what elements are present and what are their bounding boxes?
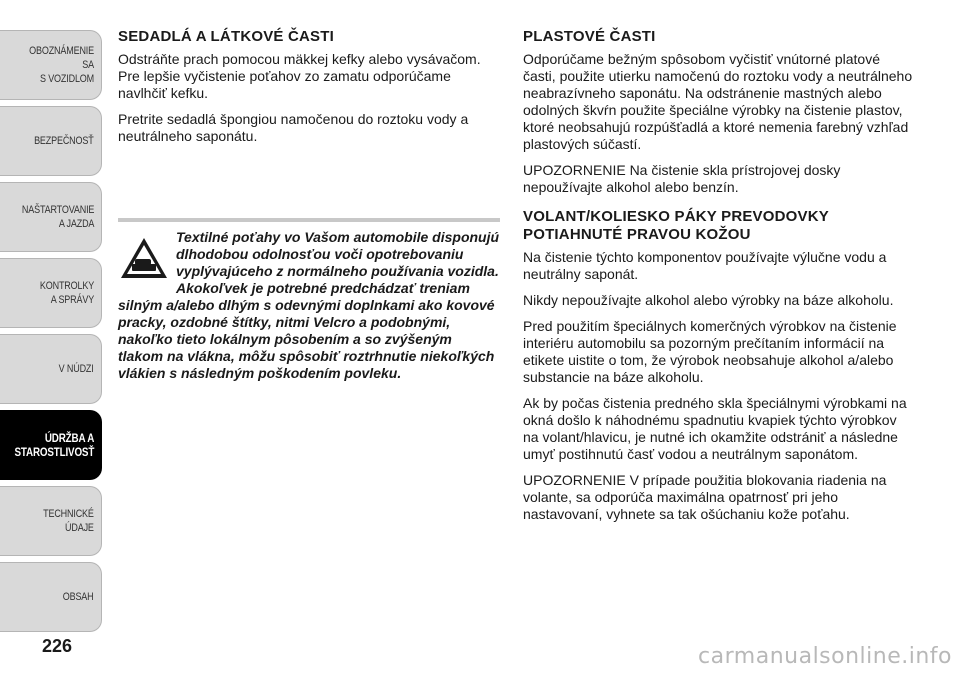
watermark: carmanualsonline.info <box>698 644 952 669</box>
section-heading-steering-wheel: VOLANT/KOLIESKO PÁKY PREVODOVKY POTIAHNUTÉ PRAVOU KOŽOU <box>523 208 829 243</box>
tab-obsah[interactable] <box>0 562 102 632</box>
paragraph: Odstráňte prach pomocou mäkkej kefky alebo vysávačom. Pre lepšie vyčistenie poťahov zo zamatu odporúčame navlhčiť kefku. <box>118 51 481 101</box>
paragraph: Odporúčame bežným spôsobom vyčistiť vnútorné platové časti, použite utierku namočenú do roztoku vody a neutrálneho neabrazívneho saponátu. Na odstránenie mastných alebo odolných škvŕn použite špeciálne výrobky na čistenie plastov, ktoré neobsahujú rozpúšťadlá a ktoré nemenia farebný vzhľad plastových súčastí. <box>523 51 913 152</box>
tab-bezpecnost[interactable] <box>0 106 102 176</box>
page-number: 226 <box>42 636 73 656</box>
section-tabs <box>0 30 102 638</box>
warning-box <box>118 218 500 382</box>
tab-kontrolky[interactable] <box>0 258 102 328</box>
tab-oboznamenie[interactable] <box>0 30 102 100</box>
paragraph: UPOZORNENIE V prípade použitia blokovania riadenia na volante, sa odporúča maximálna opatrnosť pri jeho nastavovaní, vyhnete sa tak ošúchaniu kože poťahu. <box>523 472 887 522</box>
warning-divider <box>118 218 500 222</box>
tab-label: TECHNICKÉ ÚDAJE <box>43 508 94 534</box>
paragraph: Na čistenie týchto komponentov používajte výlučne vodu a neutrálny saponát. <box>523 249 887 282</box>
tab-label: NAŠTARTOVANIE A JAZDA <box>21 204 94 230</box>
tab-label: V NÚDZI <box>59 363 94 375</box>
tab-label: BEZPEČNOSŤ <box>34 135 94 147</box>
tab-label: ÚDRŽBA A STAROSTLIVOSŤ <box>14 431 94 459</box>
paragraph: UPOZORNENIE Na čistenie skla prístrojovej dosky nepoužívajte alkohol alebo benzín. <box>523 162 841 195</box>
section-heading-seats: SEDADLÁ A LÁTKOVÉ ČASTI <box>118 28 334 45</box>
tab-label: KONTROLKY A SPRÁVY <box>39 280 94 306</box>
paragraph: Nikdy nepoužívajte alkohol alebo výrobky na báze alkoholu. <box>523 292 894 308</box>
tab-label: OBOZNÁMENIE SA S VOZIDLOM <box>29 45 94 85</box>
warning-triangle-icon <box>118 235 170 281</box>
tab-technicke-udaje[interactable] <box>0 486 102 556</box>
right-column <box>523 28 913 532</box>
paragraph: Pred použitím špeciálnych komerčných výrobkov na čistenie interiéru automobilu sa pozorným prečítaním informácií na etikete uistite o tom, že výrobok neobsahuje alkohol a/alebo substancie na báze alkoholu. <box>523 318 897 385</box>
section-heading-plastic: PLASTOVÉ ČASTI <box>523 28 656 45</box>
left-column <box>118 28 500 154</box>
tab-udrzba-active[interactable] <box>0 410 102 480</box>
tab-nastartovanie[interactable] <box>0 182 102 252</box>
tab-v-nudzi[interactable] <box>0 334 102 404</box>
tab-label: OBSAH <box>63 591 94 603</box>
paragraph: Pretrite sedadlá špongiou namočenou do roztoku vody a neutrálneho saponátu. <box>118 111 469 144</box>
warning-text: Textilné poťahy vo Vašom automobile disponujú dlhodobou odolnosťou voči opotrebovaniu vyplývajúceho z normálneho používania vozidla. Akokoľvek je potrebné predchádzať treniam silným a/alebo dlhým s odevnými doplnkami ako kovové pracky, ozdobné štítky, nitmi Velcro a podobnými, nakoľko tieto lokálnym pôsobením a so zvýšeným tlakom na vlákna, môžu spôsobiť roztrhnutie niekoľkých vlákien s následným poškodením povleku. <box>118 229 500 381</box>
paragraph: Ak by počas čistenia predného skla špeciálnymi výrobkami na okná došlo k náhodnému spadnutiu kvapiek týchto výrobkov na volant/hlavicu, je nutné ich okamžite odstrániť a následne umyť postihnutú časť vodou a neutrálnym saponátom. <box>523 395 907 462</box>
